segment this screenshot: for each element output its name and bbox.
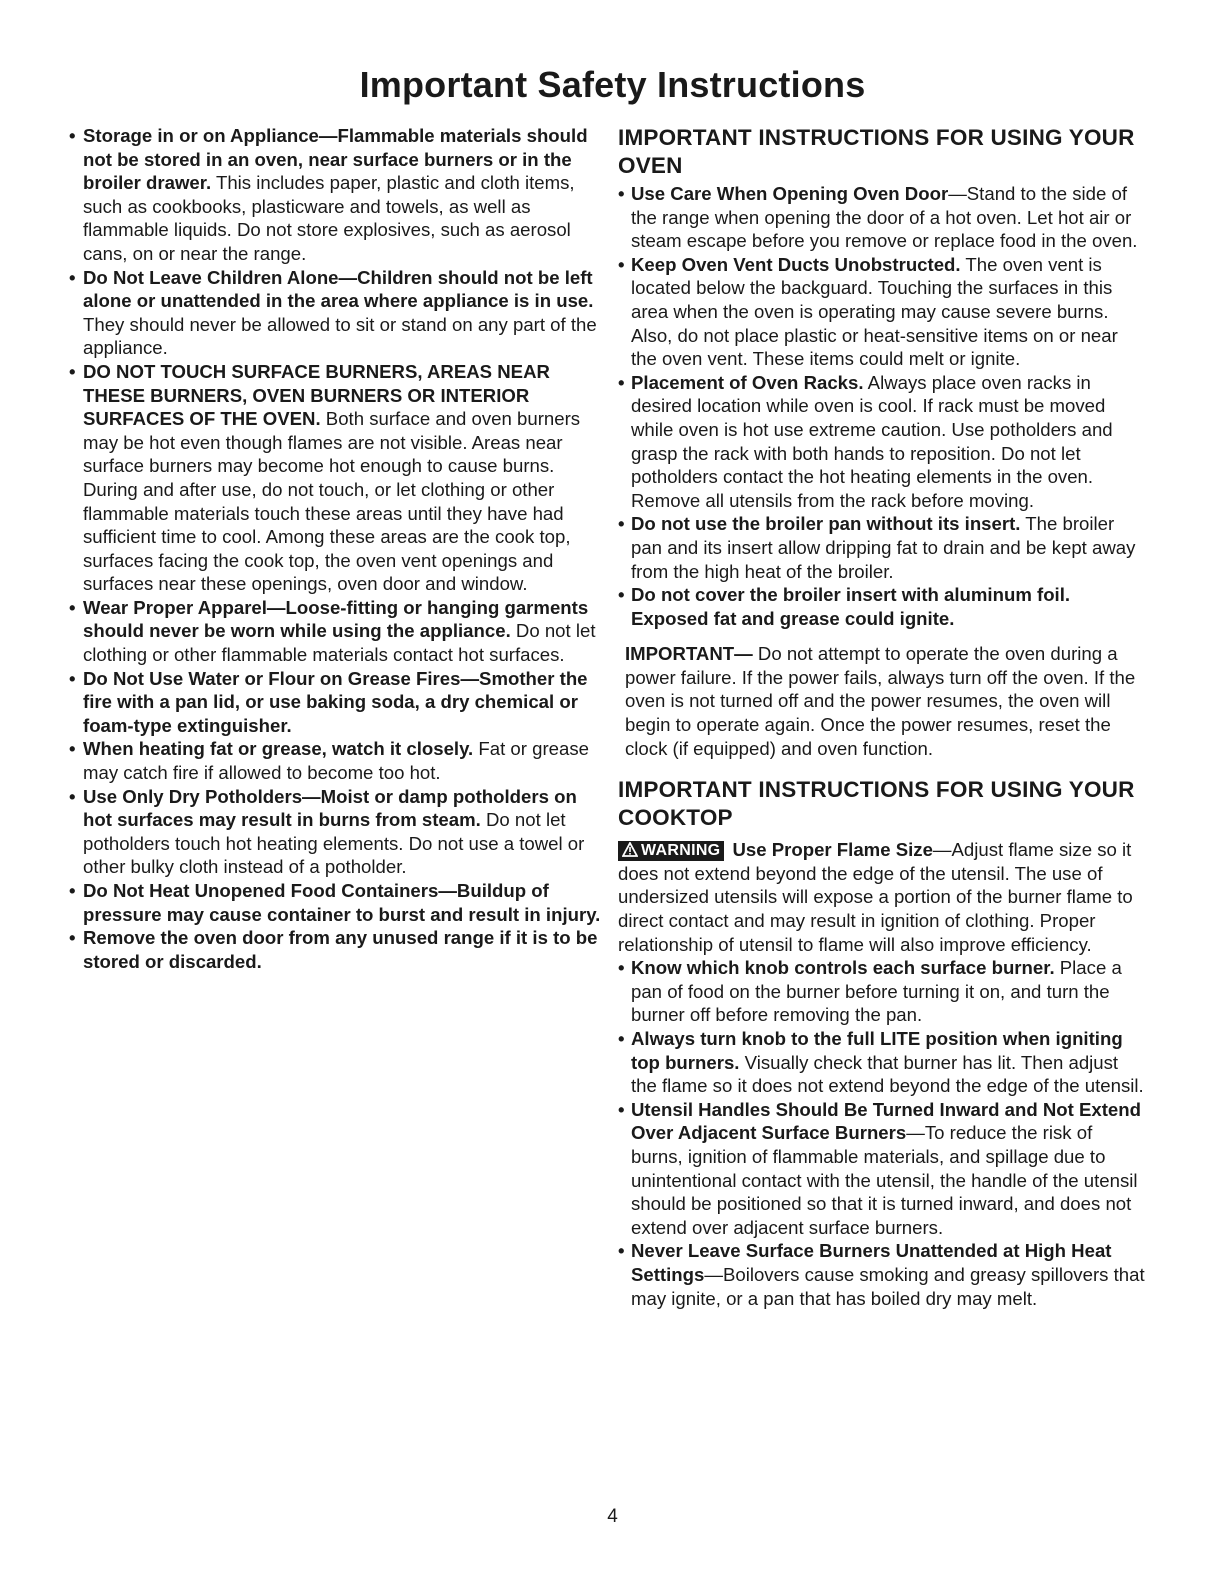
important-label: IMPORTANT— [625, 643, 753, 665]
item-bold: Never Leave Surface Burners Unattended at High Heat Settings [631, 1240, 1112, 1285]
item-text: This includes paper, plastic and cloth items, such as cookbooks, plasticware and towels, as well as flammable liquids. Do not store explosives, such as aerosol cans, on or near the range. [83, 172, 575, 264]
item-bold: Do not cover the broiler insert with aluminum foil. Exposed fat and grease could ignite. [631, 584, 1071, 629]
item-text: Always place oven racks in desired location while oven is cool. If rack must be moved while oven is hot use extreme caution. Use potholders and grasp the rack with both hands to reposition. Do not let potholders contact the hot heating elements in the oven. Remove all utensils from the rack before moving. [631, 371, 1113, 511]
item-text: —To reduce the risk of burns, ignition of flammable materials, and spillage due to unintentional contact with the utensil, the handle of the utensil should be positioned so that it is turned inward, and does not extend over adjacent surface burners. [631, 1122, 1138, 1238]
list-item [618, 1027, 1148, 1098]
list-item [66, 266, 604, 360]
item-bold: Remove the oven door from any unused range if it is to be stored or discarded. [83, 927, 598, 972]
item-bold: Do Not Leave Children Alone—Children should not be left alone or unattended in the area where appliance is in use. [83, 266, 594, 312]
list-item [618, 253, 1148, 371]
list-item [618, 182, 1148, 253]
item-text: The oven vent is located below the backguard. Touching the surfaces in this area when the oven is operating may cause severe burns. Also, do not place plastic or heat-sensitive items on or near the oven vent. These items could melt or ignite. [631, 253, 1118, 370]
list-item [66, 360, 604, 596]
list-item [618, 956, 1148, 1027]
item-bold: Do Not Heat Unopened Food Containers—Buildup of pressure may cause container to burst and result in injury. [83, 880, 601, 925]
cooktop-section-heading: IMPORTANT INSTRUCTIONS FOR USING YOUR COOKTOP [618, 777, 1135, 831]
item-bold: Know which knob controls each surface burner. [631, 957, 1055, 979]
list-item [618, 1098, 1148, 1240]
list-item [66, 596, 604, 667]
item-text: They should never be allowed to sit or stand on any part of the appliance. [83, 313, 597, 359]
item-text: Both surface and oven burners may be hot even though flames are not visible. Areas near surface burners may become hot enough to cause burns. During and after use, do not touch, or let clothing or other flammable materials touch these areas until they have had sufficient time to cool. Among these areas are the cook top, surfaces facing the cook top, the oven vent openings and surfaces near these openings, oven door and window. [83, 408, 581, 595]
left-column [66, 124, 604, 973]
warning-triangle-icon [622, 842, 638, 859]
oven-instructions-list [618, 182, 1148, 630]
list-item [618, 1239, 1148, 1310]
item-bold: Do not use the broiler pan without its insert. [631, 513, 1021, 535]
list-item [66, 124, 604, 266]
flame-size-bold: Use Proper Flame Size [732, 839, 933, 861]
list-item [618, 583, 1148, 630]
item-bold: Use Care When Opening Oven Door [631, 183, 949, 204]
list-item [618, 512, 1148, 583]
item-text: Do not let potholders touch hot heating elements. Do not use a towel or other bulky cloth instead of a potholder. [83, 809, 585, 878]
list-item [66, 667, 604, 738]
item-bold: Utensil Handles Should Be Turned Inward and Not Extend Over Adjacent Surface Burners [631, 1098, 1141, 1144]
list-item [66, 879, 604, 926]
item-text: Visually check that burner has lit. Then adjust the flame so it does not extend beyond the edge of the utensil. [631, 1051, 1144, 1097]
important-note [618, 642, 1148, 760]
item-bold: Keep Oven Vent Ducts Unobstructed. [631, 253, 961, 275]
item-text: Place a pan of food on the burner before turning it on, and turn the burner off before removing the pan. [631, 957, 1122, 1026]
important-text: Do not attempt to operate the oven during a power failure. If the power fails, always turn off the oven. If the oven is not turned off and the power resumes, the oven will begin to operate again. Once the power resumes, reset the clock (if equipped) and oven function. [625, 643, 1136, 759]
item-text: The broiler pan and its insert allow dripping fat to drain and be kept away from the high heat of the broiler. [631, 513, 1136, 582]
list-item [66, 737, 604, 784]
item-bold: Do Not Use Water or Flour on Grease Fires—Smother the fire with a pan lid, or use baking soda, a dry chemical or foam-type extinguisher. [83, 667, 588, 736]
oven-section-heading: IMPORTANT INSTRUCTIONS FOR USING YOUR OVEN [618, 125, 1135, 178]
item-bold: Storage in or on Appliance—Flammable materials should not be stored in an oven, near surface burners or in the broiler drawer. [83, 125, 588, 194]
list-item [618, 371, 1148, 513]
item-bold: Wear Proper Apparel—Loose-fitting or hanging garments should never be worn while using the appliance. [83, 596, 589, 642]
right-column [618, 124, 1148, 1310]
item-bold: DO NOT TOUCH SURFACE BURNERS, AREAS NEAR THESE BURNERS, OVEN BURNERS OR INTERIOR SURFACES OF THE OVEN. [83, 360, 550, 430]
item-text: —Stand to the side of the range when opening the door of a hot oven. Let hot air or steam escape before you remove or replace food in the oven. [631, 183, 1138, 252]
item-bold: Placement of Oven Racks. [631, 371, 864, 393]
flame-size-text: —Adjust flame size so it does not extend beyond the edge of the utensil. The use of undersized utensils will expose a portion of the burner flame to direct contact and may result in ignition of clothing. Proper relationship of utensil to flame will also improve efficiency. [618, 839, 1133, 955]
page-number: 4 [607, 1506, 618, 1527]
cooktop-instructions-list [618, 956, 1148, 1310]
list-item [66, 926, 604, 973]
item-bold: When heating fat or grease, watch it closely. [83, 738, 474, 760]
warning-badge [618, 841, 724, 861]
warning-badge-label: WARNING [641, 842, 721, 860]
list-item [66, 785, 604, 879]
item-bold: Always turn knob to the full LITE position when igniting top burners. [631, 1028, 1123, 1073]
item-text: Fat or grease may catch fire if allowed to become too hot. [83, 738, 589, 784]
flame-size-paragraph [618, 838, 1148, 956]
item-text: Do not let clothing or other flammable materials contact hot surfaces. [83, 620, 596, 666]
page-title: Important Safety Instructions [359, 64, 866, 105]
item-text: —Boilovers cause smoking and greasy spillovers that may ignite, or a pan that has boiled dry may melt. [631, 1263, 1145, 1309]
item-bold: Use Only Dry Potholders—Moist or damp potholders on hot surfaces may result in burns from steam. [83, 785, 577, 831]
left-safety-list [66, 124, 604, 973]
